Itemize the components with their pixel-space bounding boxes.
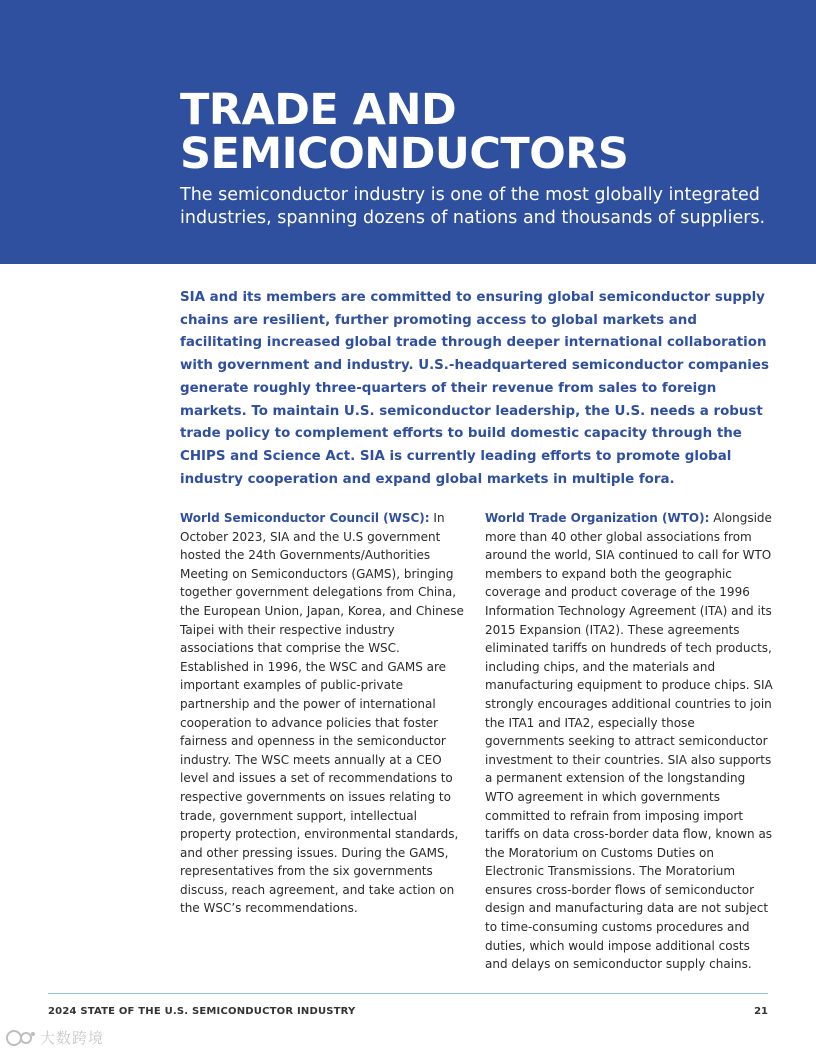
watermark-text: 大数跨境 <box>40 1029 105 1047</box>
wto-body: Alongside more than 40 other global associations from around the world, SIA continued to call for WTO members to expand both the geographic coverage and product coverage of the 1996 Information Technology Agreement (ITA) and its 2015 Expansion (ITA2). These agreements eliminated tariffs on hundreds of tech products, including chips, and the materials and manufacturing equipment to produce chips. SIA strongly encourages additional countries to join the ITA1 and ITA2, especially those governments seeking to attract semiconductor investment to their countries. SIA also supports a permanent extension of the longstanding WTO agreement in which governments committed to refrain from imposing import tariffs on data cross-border data flow, known as the Moratorium on Customs Duties on Electronic Transmissions. The Moratorium ensures cross-border flows of semiconductor design and manufacturing data are not subject to time-consuming customs procedures and duties, which would impose additional costs and delays on semiconductor supply chains. <box>485 511 773 972</box>
wsc-heading: World Semiconductor Council (WSC): <box>180 511 430 525</box>
page-number: 21 <box>754 1006 768 1017</box>
wsc-paragraph <box>180 509 470 918</box>
watermark-logo-icon <box>6 1028 36 1048</box>
wto-paragraph <box>485 509 775 974</box>
page-title-line-2: SEMICONDUCTORS <box>180 129 629 179</box>
header-banner <box>0 0 816 264</box>
wto-heading: World Trade Organization (WTO): <box>485 511 710 525</box>
watermark <box>6 1027 104 1048</box>
page-title-line-1: TRADE AND <box>180 85 457 135</box>
page-subtitle: The semiconductor industry is one of the most globally integrated industries, spanning dozens of nations and thousands of suppliers. <box>180 185 766 228</box>
wsc-column <box>180 509 470 918</box>
page-title <box>180 85 780 179</box>
wsc-body: In October 2023, SIA and the U.S government hosted the 24th Governments/Authorities Meeting on Semiconductors (GAMS), bringing together government delegations from China, the European Union, Japan, Korea, and Chinese Taipei with their respective industry associations that comprise the WSC. Established in 1996, the WSC and GAMS are important examples of public-private partnership and the power of international cooperation to advance policies that foster fairness and openness in the semiconductor industry. The WSC meets annually at a CEO level and issues a set of recommendations to respective governments on issues relating to trade, government support, intellectual property protection, environmental standards, and other pressing issues. During the GAMS, representatives from the six governments discuss, reach agreement, and take action on the WSC’s recommendations. <box>180 511 464 916</box>
footer-report-title: 2024 STATE OF THE U.S. SEMICONDUCTOR INDUSTRY <box>48 1006 356 1017</box>
wto-column <box>485 509 775 974</box>
intro-paragraph: SIA and its members are committed to ensuring global semiconductor supply chains are resilient, further promoting access to global markets and facilitating increased global trade through deeper international collaboration with government and industry. U.S.-headquartered semiconductor companies generate roughly three-quarters of their revenue from sales to foreign markets. To maintain U.S. semiconductor leadership, the U.S. needs a robust trade policy to complement efforts to build domestic capacity through the CHIPS and Science Act. SIA is currently leading efforts to promote global industry cooperation and expand global markets in multiple fora. <box>180 290 769 487</box>
footer-divider <box>48 993 768 994</box>
